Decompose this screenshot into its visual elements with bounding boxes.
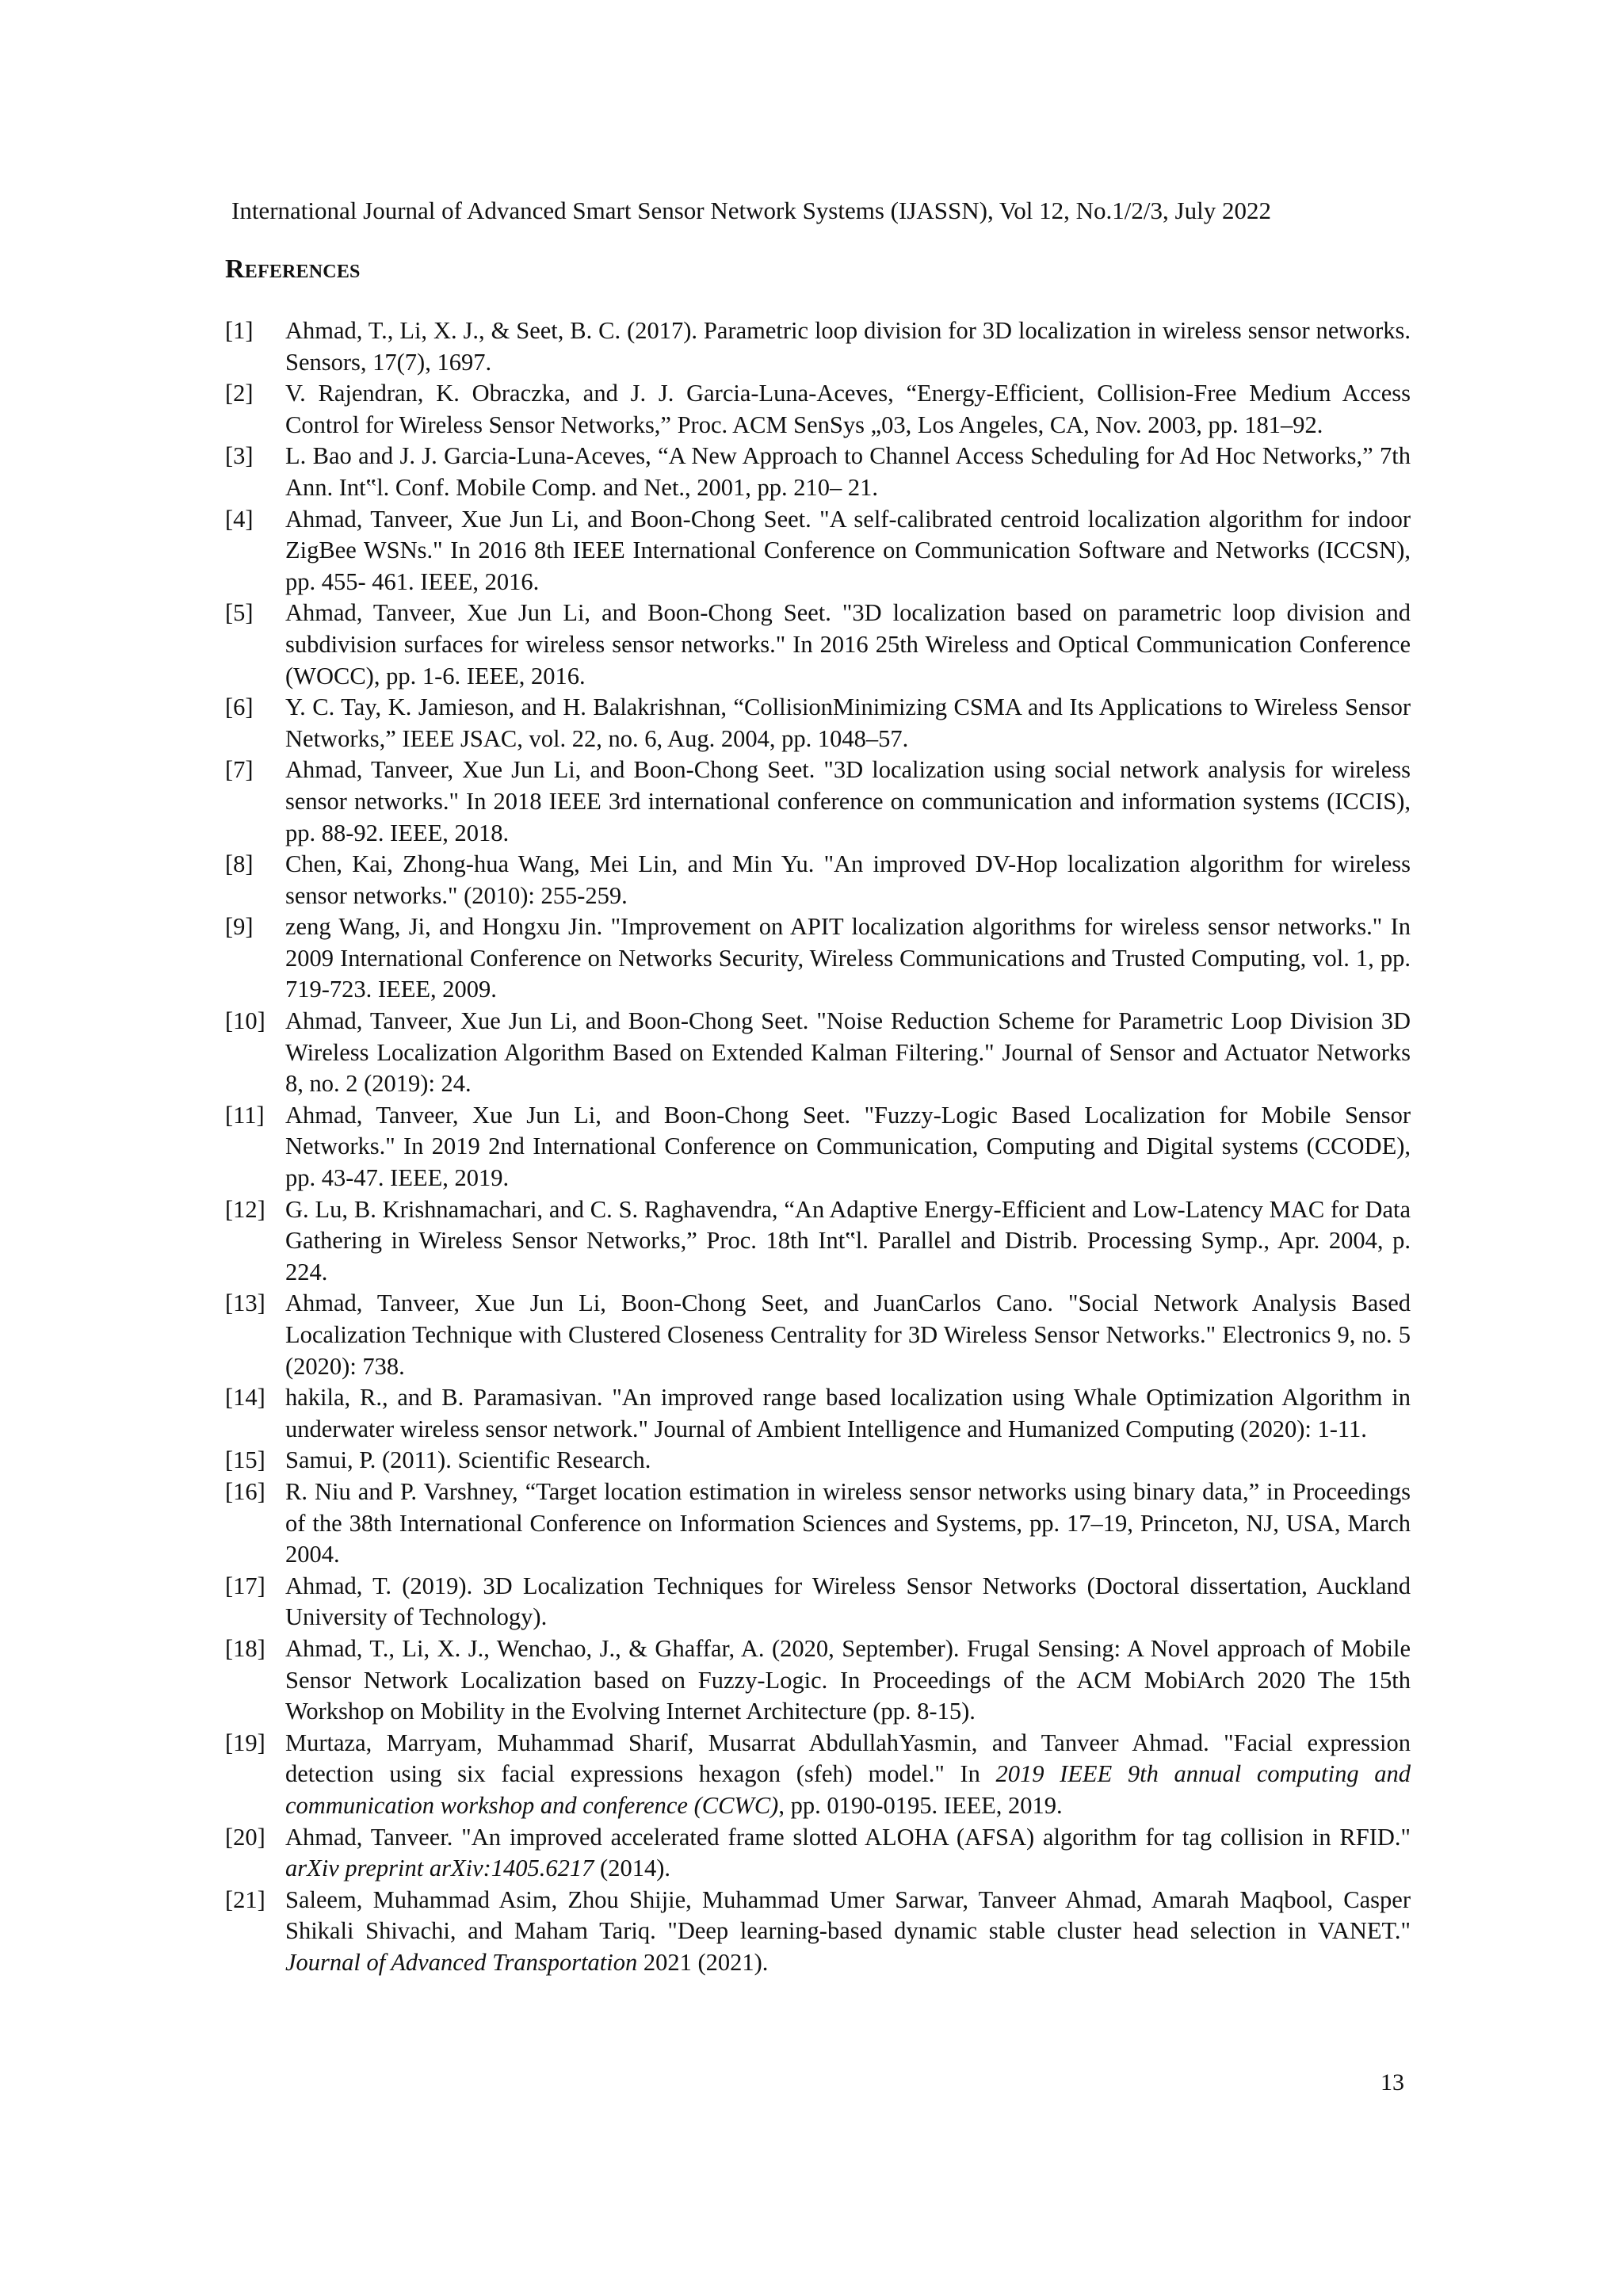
reference-item	[225, 378, 1411, 441]
reference-text	[285, 1822, 1411, 1885]
reference-number: [7]	[225, 756, 254, 784]
reference-segment: R. Niu and P. Varshney, “Target location estimation in wireless sensor networks using binary data,” in Proceedings of the 38th International Conference on Information Sciences and Systems, pp. 17–19, Princeton, NJ, USA, March 2004.	[285, 1477, 1411, 1568]
reference-segment: Ahmad, Tanveer, Xue Jun Li, and Boon-Chong Seet. "Fuzzy-Logic Based Localization for Mobile Sensor Networks." In 2019 2nd International Conference on Communication, Computing and Digital systems (CCODE), pp. 43-47. IEEE, 2019.	[285, 1101, 1411, 1192]
reference-item	[225, 1571, 1411, 1633]
reference-number: [20]	[225, 1823, 265, 1851]
reference-text	[285, 1006, 1411, 1100]
reference-number: [17]	[225, 1572, 265, 1599]
reference-item	[225, 1633, 1411, 1728]
reference-item	[225, 1382, 1411, 1445]
reference-item	[225, 1445, 1411, 1477]
reference-segment: Ahmad, Tanveer, Xue Jun Li, Boon-Chong Seet, and JuanCarlos Cano. "Social Network Analysis Based Localization Technique with Clustered Closeness Centrality for 3D Wireless Sensor Networks." Electronics 9, no. 5 (2020): 738.	[285, 1289, 1411, 1380]
reference-segment: Saleem, Muhammad Asim, Zhou Shijie, Muhammad Umer Sarwar, Tanveer Ahmad, Amarah Maqbool, Casper Shikali Shivachi, and Maham Tariq. "Deep learning-based dynamic stable cluster head selection in VANET."	[285, 1885, 1411, 1945]
reference-number: [19]	[225, 1729, 265, 1756]
reference-text	[285, 849, 1411, 911]
reference-segment: Y. C. Tay, K. Jamieson, and H. Balakrishnan, “CollisionMinimizing CSMA and Its Applications to Wireless Sensor Networks,” IEEE JSAC, vol. 22, no. 6, Aug. 2004, pp. 1048–57.	[285, 693, 1411, 752]
reference-segment: Ahmad, Tanveer. "An improved accelerated frame slotted ALOHA (AFSA) algorithm for tag collision in RFID."	[285, 1823, 1411, 1851]
reference-segment: Ahmad, Tanveer, Xue Jun Li, and Boon-Chong Seet. "3D localization using social network analysis for wireless sensor networks." In 2018 IEEE 3rd international conference on communication and information systems (ICCIS), pp. 88-92. IEEE, 2018.	[285, 756, 1411, 846]
reference-item	[225, 755, 1411, 849]
reference-number: [2]	[225, 380, 254, 407]
reference-text	[285, 1445, 1411, 1477]
reference-item	[225, 1885, 1411, 1979]
reference-number: [8]	[225, 850, 254, 878]
reference-item	[225, 1100, 1411, 1194]
reference-segment: L. Bao and J. J. Garcia-Luna-Aceves, “A New Approach to Channel Access Scheduling for Ad Hoc Networks,” 7th Ann. Int‟l. Conf. Mobile Comp. and Net., 2001, pp. 210– 21.	[285, 442, 1411, 501]
reference-number: [15]	[225, 1446, 265, 1474]
reference-segment: G. Lu, B. Krishnamachari, and C. S. Raghavendra, “An Adaptive Energy-Efficient and Low-Latency MAC for Data Gathering in Wireless Sensor Networks,” Proc. 18th Int‟l. Parallel and Distrib. Processing Symp., Apr. 2004, p. 224.	[285, 1195, 1411, 1286]
reference-number: [6]	[225, 693, 254, 721]
reference-text	[285, 755, 1411, 849]
reference-number: [11]	[225, 1101, 265, 1129]
reference-text	[285, 1633, 1411, 1728]
reference-text	[285, 441, 1411, 503]
reference-number: [12]	[225, 1195, 265, 1223]
reference-item	[225, 441, 1411, 503]
reference-number: [5]	[225, 599, 254, 627]
reference-segment: Ahmad, Tanveer, Xue Jun Li, and Boon-Chong Seet. "3D localization based on parametric loop division and subdivision surfaces for wireless sensor networks." In 2016 25th Wireless and Optical Communication Conference (WOCC), pp. 1-6. IEEE, 2016.	[285, 599, 1411, 690]
reference-text	[285, 911, 1411, 1006]
reference-segment: Ahmad, T. (2019). 3D Localization Techniques for Wireless Sensor Networks (Doctoral dissertation, Auckland University of Technology).	[285, 1572, 1411, 1631]
reference-italic-segment: Journal of Advanced Transportation	[285, 1948, 638, 1976]
reference-text	[285, 1194, 1411, 1289]
reference-item	[225, 1006, 1411, 1100]
reference-segment: , pp. 0190-0195. IEEE, 2019.	[778, 1791, 1063, 1819]
reference-segment: (2014).	[594, 1855, 670, 1882]
reference-text	[285, 1100, 1411, 1194]
reference-text	[285, 315, 1411, 378]
reference-italic-segment: arXiv preprint arXiv:1405.6217	[285, 1855, 594, 1882]
reference-segment: 2021 (2021).	[637, 1948, 769, 1976]
reference-segment: Chen, Kai, Zhong-hua Wang, Mei Lin, and Min Yu. "An improved DV-Hop localization algorithm for wireless sensor networks." (2010): 255-259.	[285, 850, 1411, 909]
reference-number: [9]	[225, 913, 254, 941]
reference-text	[285, 1382, 1411, 1445]
reference-text	[285, 504, 1411, 598]
reference-italic-segment: 2019 IEEE 9th annual computing and communication workshop and conference (CCWC)	[285, 1760, 1411, 1819]
reference-text	[285, 1885, 1411, 1979]
reference-segment: Ahmad, T., Li, X. J., Wenchao, J., & Ghaffar, A. (2020, September). Frugal Sensing: A Novel approach of Mobile Sensor Network Localization based on Fuzzy-Logic. In Proceedings of the ACM MobiArch 2020 The 15th Workshop on Mobility in the Evolving Internet Architecture (pp. 8-15).	[285, 1634, 1411, 1725]
reference-number: [14]	[225, 1384, 265, 1412]
reference-item	[225, 598, 1411, 692]
reference-number: [13]	[225, 1289, 265, 1317]
reference-item	[225, 504, 1411, 598]
reference-text	[285, 692, 1411, 755]
reference-segment: Ahmad, Tanveer, Xue Jun Li, and Boon-Chong Seet. "Noise Reduction Scheme for Parametric Loop Division 3D Wireless Localization Algorithm Based on Extended Kalman Filtering." Journal of Sensor and Actuator Networks 8, no. 2 (2019): 24.	[285, 1007, 1411, 1098]
reference-item	[225, 1194, 1411, 1289]
running-header: International Journal of Advanced Smart Sensor Network Systems (IJASSN), Vol 12, No.1/2/3, July 2022	[231, 197, 1271, 224]
reference-segment: hakila, R., and B. Paramasivan. "An improved range based localization using Whale Optimization Algorithm in underwater wireless sensor network." Journal of Ambient Intelligence and Humanized Computing (2020): 1-11.	[285, 1384, 1411, 1442]
reference-segment: Ahmad, T., Li, X. J., & Seet, B. C. (2017). Parametric loop division for 3D localization in wireless sensor networks. Sensors, 17(7), 1697.	[285, 317, 1411, 376]
reference-text	[285, 1477, 1411, 1571]
reference-segment: Samui, P. (2011). Scientific Research.	[285, 1446, 651, 1474]
reference-text	[285, 378, 1411, 441]
reference-segment: Ahmad, Tanveer, Xue Jun Li, and Boon-Chong Seet. "A self-calibrated centroid localization algorithm for indoor ZigBee WSNs." In 2016 8th IEEE International Conference on Communication Software and Networks (ICCSN), pp. 455- 461. IEEE, 2016.	[285, 505, 1411, 595]
reference-number: [3]	[225, 442, 254, 470]
reference-item	[225, 911, 1411, 1006]
reference-item	[225, 1477, 1411, 1571]
reference-item	[225, 1728, 1411, 1822]
reference-item	[225, 315, 1411, 378]
reference-text	[285, 598, 1411, 692]
reference-text	[285, 1571, 1411, 1633]
reference-number: [21]	[225, 1885, 265, 1913]
reference-item	[225, 692, 1411, 755]
reference-item	[225, 849, 1411, 911]
section-heading: References	[225, 254, 361, 284]
reference-number: [10]	[225, 1007, 265, 1035]
reference-item	[225, 1822, 1411, 1885]
reference-number: [4]	[225, 505, 254, 533]
reference-segment: Murtaza, Marryam, Muhammad Sharif, Musarrat AbdullahYasmin, and Tanveer Ahmad. "Facial expression detection using six facial expressions hexagon (sfeh) model." In	[285, 1729, 1411, 1788]
reference-segment: V. Rajendran, K. Obraczka, and J. J. Garcia-Luna-Aceves, “Energy-Efficient, Collision-Free Medium Access Control for Wireless Sensor Networks,” Proc. ACM SenSys „03, Los Angeles, CA, Nov. 2003, pp. 181–92.	[285, 380, 1411, 438]
reference-list	[225, 315, 1411, 1978]
reference-number: [1]	[225, 317, 254, 344]
reference-number: [16]	[225, 1477, 265, 1505]
reference-item	[225, 1288, 1411, 1382]
reference-text	[285, 1288, 1411, 1382]
reference-segment: zeng Wang, Ji, and Hongxu Jin. "Improvement on APIT localization algorithms for wireless sensor networks." In 2009 International Conference on Networks Security, Wireless Communications and Trusted Computing, vol. 1, pp. 719-723. IEEE, 2009.	[285, 913, 1411, 1003]
reference-text	[285, 1728, 1411, 1822]
page-number: 13	[1381, 2069, 1404, 2095]
reference-number: [18]	[225, 1634, 265, 1662]
